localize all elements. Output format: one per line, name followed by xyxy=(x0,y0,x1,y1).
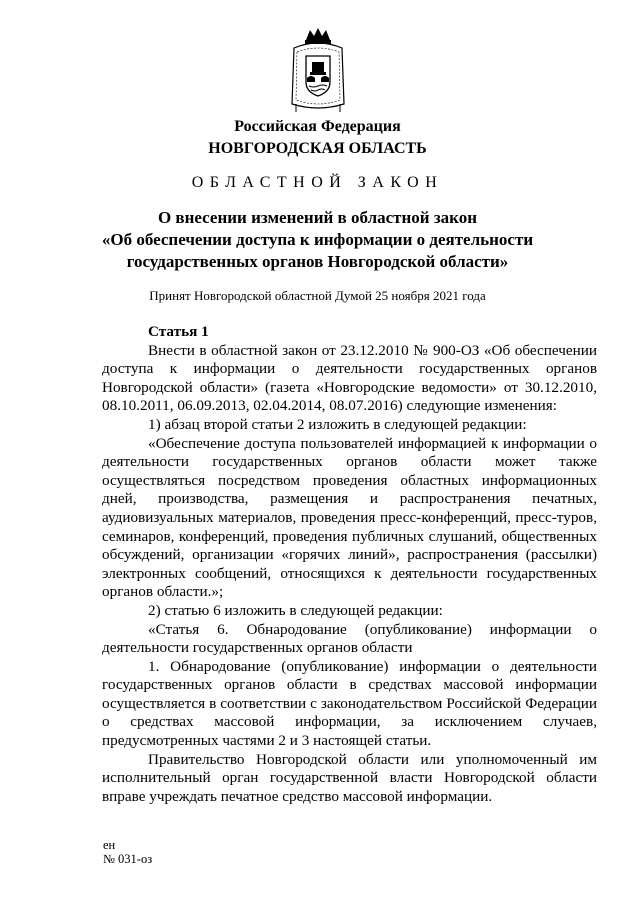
document-type: ОБЛАСТНОЙ ЗАКОН xyxy=(191,174,444,191)
law-title-line: О внесении изменений в областной закон xyxy=(157,208,478,227)
paragraph: Правительство Новгородской области или уполномоченный им исполнительный орган государственной власти Новгородской области вправе учреждать печатное средство массовой информации. xyxy=(102,750,597,805)
coat-of-arms-icon xyxy=(288,26,348,114)
paragraph: 1. Обнародование (опубликование) информации о деятельности государственных органов области в средствах массовой информации осуществляется в соответствии с законодательством Российской Федерации о средствах массовой информации, за исключением случаев, предусмотренных частями 2 и 3 настоящей статьи. xyxy=(102,657,597,750)
paragraph: «Обеспечение доступа пользователей информацией к информации о деятельности государственных органов области может также осуществляться посредством проведения областных информационных дней, производства, размещения и распространения печатных, аудиовизуальных материалов, проведения пресс-конференций, пресс-туров, семинаров, конференций, проведения публичных слушаний, общественных обсуждений, организации «горячих линий», распространения (рассылки) электронных сообщений, относящихся к деятельности государственных органов области.»; xyxy=(102,434,597,601)
law-title-line: «Об обеспечении доступа к информации о деятельности xyxy=(101,230,534,249)
footer-initials: ен xyxy=(103,838,116,852)
law-title xyxy=(0,207,635,273)
document-body xyxy=(102,323,597,806)
country-name: Российская Федерация xyxy=(234,118,401,135)
footer-number: № 031-оз xyxy=(103,852,153,866)
article-heading: Статья 1 xyxy=(148,323,209,340)
paragraph: 1) абзац второй статьи 2 изложить в следующей редакции: xyxy=(148,415,527,433)
footer xyxy=(103,838,152,866)
paragraph: «Статья 6. Обнародование (опубликование) информации о деятельности государственных органов области xyxy=(102,620,597,657)
law-title-line: государственных органов Новгородской области» xyxy=(126,252,509,271)
region-name: НОВГОРОДСКАЯ ОБЛАСТЬ xyxy=(208,140,427,157)
adoption-note: Принят Новгородской областной Думой 25 ноября 2021 года xyxy=(149,288,486,303)
paragraph: 2) статью 6 изложить в следующей редакции: xyxy=(148,601,443,619)
paragraph: Внести в областной закон от 23.12.2010 № 900-ОЗ «Об обеспечении доступа к информации о деятельности государственных органов Новгородской области» (газета «Новгородские ведомости» от 30.12.2010, 08.10.2011, 06.09.2013, 02.04.2014, 08.07.2016) следующие изменения: xyxy=(102,341,597,415)
